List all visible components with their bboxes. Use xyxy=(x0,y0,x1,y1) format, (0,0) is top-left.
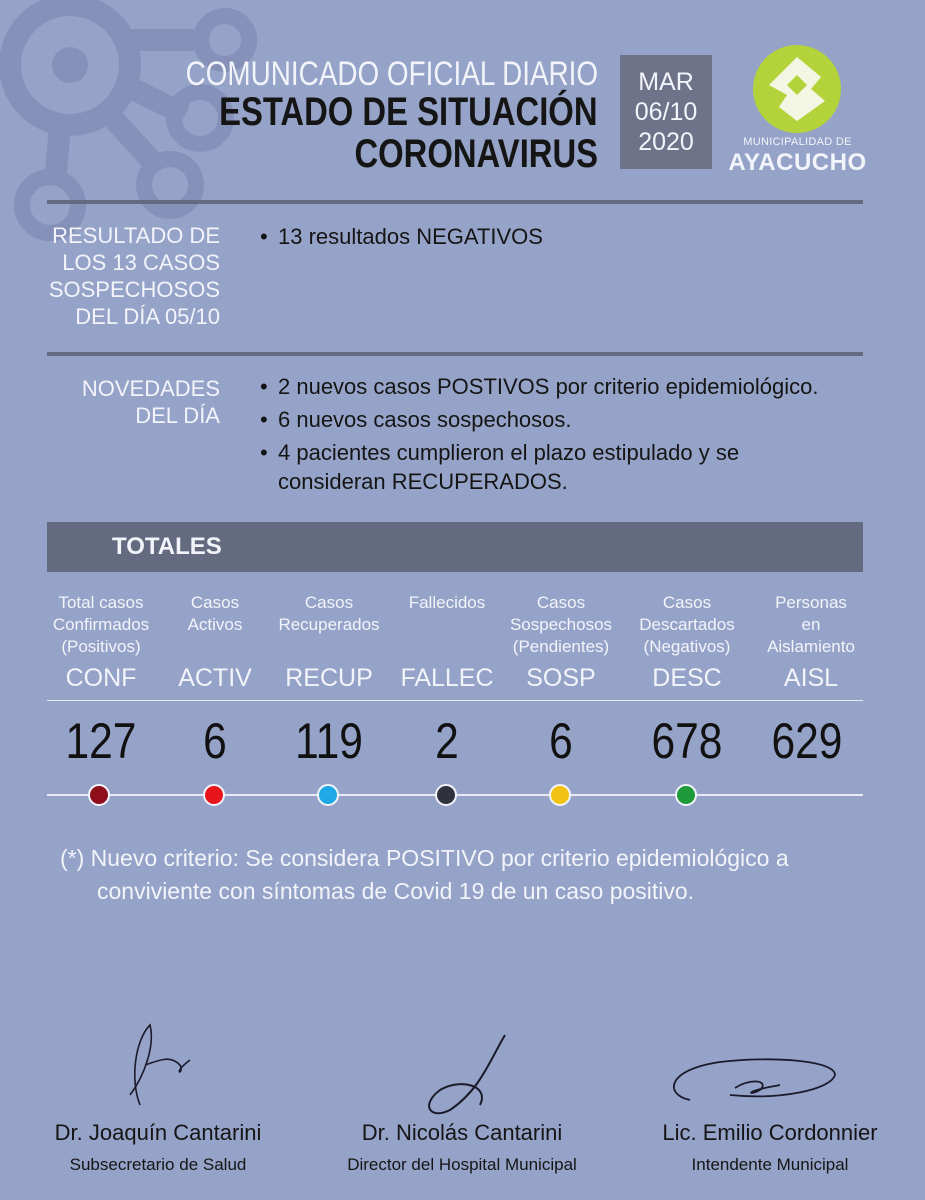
list-item: • 2 nuevos casos POSTIVOS por criterio epidemiológico. xyxy=(260,372,880,401)
signature-1-icon xyxy=(100,1020,210,1110)
totals-header: TOTALES xyxy=(47,522,863,572)
stat-code-conf: CONF xyxy=(65,664,137,692)
municipality-logo-icon xyxy=(753,45,841,133)
signature-2-icon xyxy=(410,1030,520,1120)
footnote: (*) Nuevo criterio: Se considera POSITIVO por criterio epidemiológico a conviviente con síntomas de Covid 19 de un caso positivo. xyxy=(60,845,789,904)
status-dot-fallec xyxy=(435,784,457,806)
signature-name-2: Dr. Nicolás Cantarini xyxy=(361,1120,563,1145)
stat-code-desc: DESC xyxy=(652,664,722,692)
stat-value-recup: 119 xyxy=(295,713,363,769)
stat-desc-aisl: Personas en Aislamiento xyxy=(767,593,855,656)
result-list xyxy=(260,222,543,255)
stat-code-aisl: AISL xyxy=(783,664,839,692)
stat-desc-recup: Casos Recuperados xyxy=(278,593,380,634)
divider xyxy=(47,352,863,356)
stat-value-fallec: 2 xyxy=(435,713,459,769)
status-dot-recup xyxy=(317,784,339,806)
stat-desc-sosp: Casos Sospechosos (Pendientes) xyxy=(509,593,613,656)
result-label: RESULTADO DE LOS 13 CASOS SOSPECHOSOS DEL DÍA 05/10 xyxy=(48,223,220,329)
status-dot-sosp xyxy=(549,784,571,806)
divider xyxy=(47,700,863,701)
list-item: • 13 resultados NEGATIVOS xyxy=(260,222,543,251)
signature-role-1: Subsecretario de Salud xyxy=(69,1155,247,1174)
header-title: ESTADO DE SITUACIÓN xyxy=(219,90,598,134)
stat-desc-fallec: Fallecidos xyxy=(408,593,486,612)
signature-role-2: Director del Hospital Municipal xyxy=(347,1155,577,1174)
stat-code-fallec: FALLEC xyxy=(400,664,494,692)
date-year: 2020 xyxy=(638,128,694,156)
list-item: • 6 nuevos casos sospechosos. xyxy=(260,405,880,434)
status-dot-activ xyxy=(203,784,225,806)
signature-role-3: Intendente Municipal xyxy=(691,1155,849,1174)
news-label: NOVEDADES DEL DÍA xyxy=(81,376,220,428)
stat-value-desc: 678 xyxy=(651,713,723,769)
stat-desc-conf: Total casos Confirmados (Positivos) xyxy=(52,593,150,656)
stat-value-sosp: 6 xyxy=(549,713,573,769)
signature-3-icon xyxy=(660,1050,845,1110)
logo-name: AYACUCHO xyxy=(728,149,867,176)
stat-desc-desc: Casos Descartados (Negativos) xyxy=(639,593,735,656)
list-item: • 4 pacientes cumplieron el plazo estipulado y se consideran RECUPERADOS. xyxy=(260,438,800,496)
stat-desc-activ: Casos Activos xyxy=(187,593,243,634)
divider xyxy=(47,200,863,204)
stat-value-activ: 6 xyxy=(203,713,227,769)
status-dot-conf xyxy=(88,784,110,806)
stat-code-activ: ACTIV xyxy=(178,664,252,692)
date-day: MAR xyxy=(638,68,694,96)
date-badge xyxy=(620,55,712,169)
stat-code-recup: RECUP xyxy=(285,664,373,692)
stat-code-sosp: SOSP xyxy=(526,664,596,692)
header-subtitle: COMUNICADO OFICIAL DIARIO xyxy=(185,55,598,93)
signature-name-3: Lic. Emilio Cordonnier xyxy=(662,1120,878,1145)
news-list xyxy=(260,372,880,500)
logo-subtitle: MUNICIPALIDAD DE xyxy=(743,136,852,148)
signature-name-1: Dr. Joaquín Cantarini xyxy=(54,1120,262,1145)
date-date: 06/10 xyxy=(634,98,698,126)
stat-value-aisl: 629 xyxy=(771,713,843,769)
status-dot-desc xyxy=(675,784,697,806)
stat-value-conf: 127 xyxy=(65,713,137,769)
header-title-2: CORONAVIRUS xyxy=(354,132,598,176)
